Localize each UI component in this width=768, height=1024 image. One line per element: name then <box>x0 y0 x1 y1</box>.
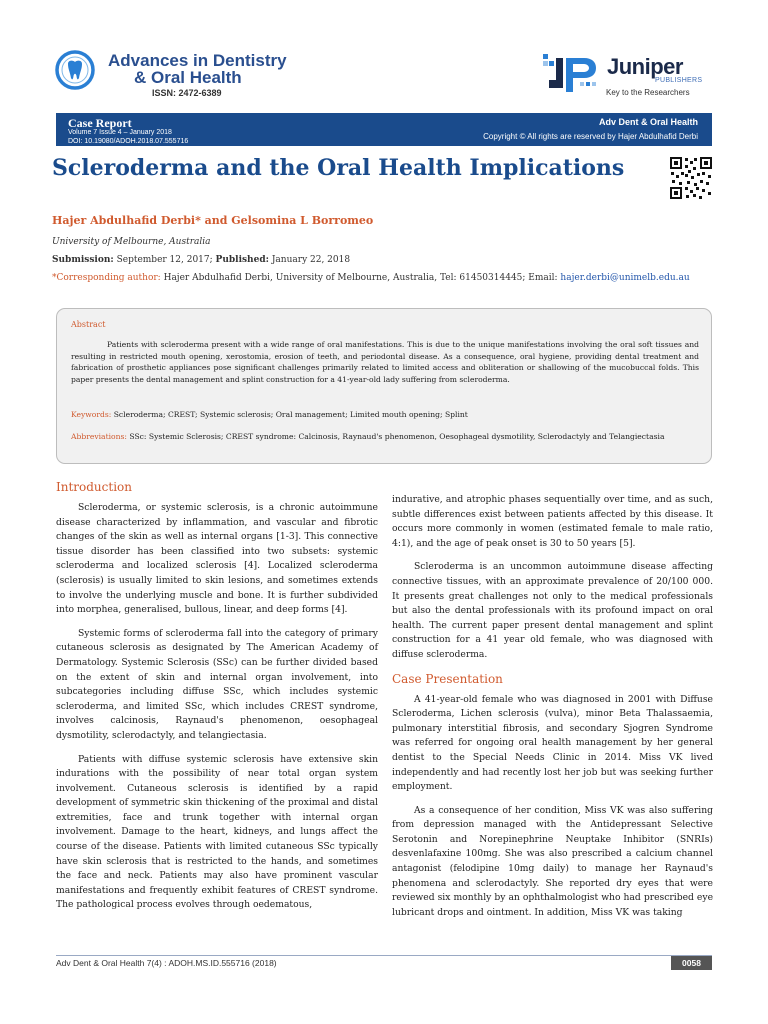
journal-name-line2: & Oral Health <box>134 68 242 87</box>
body-paragraph: As a consequence of her condition, Miss VK was also suffering from depression managed with the Antidepressant Selective Serotonin and Norepinephrine Neuptake Inhibitor (SNRIs) desvenlafaxine 100mg. She was also prescribed a calcium channel antagonist (felodipine 10mg daily) to manage her Raynaud's phenomena and sclerodactyly. She reported dry eyes that were reviewed six monthly by an ophthalmologist who had prescribed eye lubricant drops and ointment. In addition, Miss VK was taking <box>392 804 713 918</box>
issn: ISSN: 2472-6389 <box>152 88 222 98</box>
author-list: Hajer Abdulhafid Derbi* and Gelsomina L Borromeo <box>52 214 374 227</box>
article-banner <box>56 113 712 146</box>
keywords-text: Scleroderma; CREST; Systemic sclerosis; Oral management; Limited mouth opening; Splint <box>113 410 468 419</box>
body-paragraph: indurative, and atrophic phases sequentially over time, and as such, subtle differences exist between patients affected by this disease. It occurs more commonly in women (estimated female to male ratio, 4:1), and the age of peak onset is 30 to 50 years [5]. <box>392 494 713 549</box>
jp-logo-icon <box>540 50 604 96</box>
body-right-column <box>392 493 713 920</box>
corresponding-label: *Corresponding author: <box>52 273 161 283</box>
abstract-text: Patients with scleroderma present with a wide range of oral manifestations. This is due to the unique manifestations involving the oral soft tissues and resulting in restricted mouth opening, xerostomia, erosion of teeth, and periodontal disease. As a consequence, oral hygiene, providing dental treatment and fabrication of prosthetic appliances pose significant challenges primarily related to limited access and obliteration or shallowing of the mucobuccal folds. This paper presents the dental management and splint construction for a 41-year-old lady suffering from scleroderma. <box>71 340 699 385</box>
body-paragraph: A 41-year-old female who was diagnosed in 2001 with Diffuse Scleroderma, Lichen sclerosis (vulva), minor Beta Thalassaemia, pulmonary interstitial fibrosis, and secondary Sjogren Syndrome was referred for ongoing oral health management by her general dentist to the Special Needs Clinic in 2014. Miss VK lived independently and had recently lost her job but was seeking further employment. <box>392 693 713 793</box>
submission-date: September 12, 2017; <box>116 255 213 265</box>
affiliation: University of Melbourne, Australia <box>52 237 211 247</box>
published-label: Published: <box>215 255 269 265</box>
abbreviations-text: SSc: Systemic Sclerosis; CREST syndrome: Calcinosis, Raynaud's phenomenon, Oesophageal dysmotility, Sclerodactyly and Telangiectasia <box>129 432 665 441</box>
corresponding-text: Hajer Abdulhafid Derbi, University of Melbourne, Australia, Tel: 61450314445; Email: <box>163 273 558 283</box>
journal-name-line1: Advances in Dentistry <box>108 51 287 70</box>
published-date: January 22, 2018 <box>271 255 351 265</box>
article-title: Scleroderma and the Oral Health Implications <box>52 155 625 181</box>
body-paragraph: Systemic forms of scleroderma fall into the category of primary cutaneous sclerosis as designated by The American Academy of Dermatology. Systemic Sclerosis (SSc) can be further divided based on the extent of skin and internal organ involvement, into subcategories including diffuse SSc, which includes systemic scleroderma, and limited SSc, which includes CREST syndrome, involves calcinosis, Raynaud's phenomenon, oesophageal dysmotility, sclerodactyly, and telangiectasia. <box>56 627 378 741</box>
article-dates <box>52 255 350 265</box>
doi-link[interactable]: DOI: 10.19080/ADOH.2018.07.555716 <box>68 138 189 145</box>
submission-label: Submission: <box>52 255 114 265</box>
copyright-notice: Copyright © All rights are reserved by Hajer Abdulhafid Derbi <box>483 132 698 141</box>
journal-name <box>108 52 287 86</box>
page-number: 0058 <box>671 956 712 970</box>
email-link[interactable]: hajer.derbi@unimelb.edu.au <box>560 273 690 283</box>
abstract-heading: Abstract <box>71 320 106 329</box>
footer-citation: Adv Dent & Oral Health 7(4) : ADOH.MS.ID.555716 (2018) <box>56 958 277 968</box>
body-paragraph: Scleroderma is an uncommon autoimmune disease affecting connective tissues, with an approximate prevalence of 20/100 000. It presents great challenges not only to the medical professionals but also the dental professionals with its profound impact on oral health. The current paper present dental management and splint construction for a 41 year old female, who was diagnosed with diffuse scleroderma. <box>392 561 713 660</box>
section-heading-case-presentation: Case Presentation <box>392 671 503 686</box>
body-paragraph: Patients with diffuse systemic sclerosis have extensive skin indurations with the possibility of near total organ system involvement. Cutaneous sclerosis is identified by a rapid development of symmetric skin thickening of the proximal and distal extremities, face and trunk together with internal organ involvement. Damage to the heart, kidneys, and lungs affect the course of the disease. Patients with limited cutaneous SSc typically have skin sclerosis that is restricted to the hands, and sometimes the face and neck. Patients may also have prominent vascular manifestations and frequently exhibit features of CREST syndrome. The pathological process evolves through oedematous, <box>56 753 378 911</box>
tooth-logo-icon <box>55 50 95 90</box>
footer-divider <box>56 955 712 956</box>
publisher-sub: PUBLISHERS <box>655 77 703 84</box>
publisher-tagline: Key to the Researchers <box>606 88 690 97</box>
volume-info: Volume 7 Issue 4 – January 2018 <box>68 129 172 136</box>
journal-short-name: Adv Dent & Oral Health <box>598 117 698 127</box>
body-left-column <box>56 480 378 913</box>
section-heading-introduction: Introduction <box>56 480 132 494</box>
abstract-box <box>56 308 712 464</box>
body-paragraph: Scleroderma, or systemic sclerosis, is a chronic autoimmune disease characterized by inflammation, and vascular and fibrotic changes of the skin as well as internal organs [1-3]. This connective tissue disorder has been classified into two subsets: systemic scleroderma and localized sclerosis [4]. Localized scleroderma (sclerosis) is usually limited to skin lesions, and sometimes extends to involve the underlying muscle and bone. It is further subdivided into morphea, generalised, bullous, linear, and deep forms [4]. <box>56 502 378 616</box>
qr-code-icon[interactable] <box>669 156 713 200</box>
abbreviations <box>71 431 699 443</box>
keywords <box>71 410 699 419</box>
article-type: Case Report <box>68 116 132 130</box>
publisher-name: Juniper <box>607 54 683 79</box>
corresponding-author <box>52 273 690 283</box>
abbreviations-label: Abbreviations: <box>71 432 127 441</box>
keywords-label: Keywords: <box>71 410 112 419</box>
